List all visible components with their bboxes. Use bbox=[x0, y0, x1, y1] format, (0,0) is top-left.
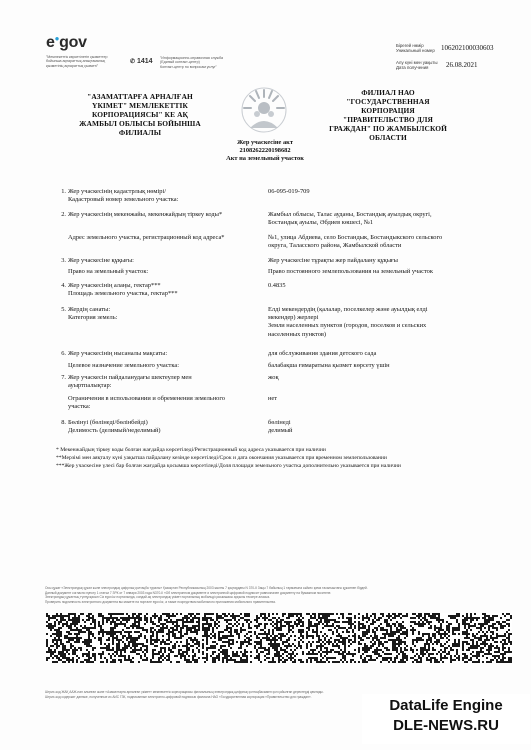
phone-icon: ✆ bbox=[130, 59, 136, 65]
org-name-line: КОРПОРАЦИЯ bbox=[361, 106, 415, 115]
row-value-line: Право постоянного землепользования на земельный участок bbox=[268, 268, 433, 275]
barcode-image bbox=[46, 613, 96, 663]
barcode-image bbox=[254, 613, 304, 663]
row-value-line: для обслуживания здания детского сада bbox=[268, 350, 377, 357]
row-label-line: Жер учаскесіне құқығы: bbox=[68, 257, 134, 264]
row-value-line: бөлінеді bbox=[268, 419, 291, 426]
row-value bbox=[268, 188, 498, 196]
row-value bbox=[268, 374, 498, 382]
row-label-line: Бөлінуі (бөлінеді/бөлінбейді) bbox=[68, 419, 148, 426]
org-name-line: ҮКІМЕТ" МЕМЛЕКЕТТІК bbox=[92, 101, 188, 110]
table-row bbox=[58, 211, 498, 229]
doc-number-label: Бірегей нөмір bbox=[396, 43, 424, 48]
org-name-line: "АЗАМАТТАРҒА АРНАЛҒАН bbox=[87, 92, 193, 101]
footnote: * Мекенжайдың тіркеу коды болған жағдайда көрсетіледі/Регистрационный код адреса указывается при наличии bbox=[56, 447, 326, 453]
header-mid-note-line: Контакт-центр по вопросам услуг" bbox=[160, 64, 217, 69]
table-row bbox=[58, 257, 498, 266]
row-value-line: 0.4835 bbox=[268, 282, 286, 289]
barcode-image bbox=[306, 613, 356, 663]
row-label-line: Жер учаскесін пайдаланудағы шектеулер мен bbox=[68, 374, 192, 381]
title-russian: Акт на земельный участок bbox=[226, 155, 304, 162]
org-name-line: ГРАЖДАН" ПО ЖАМБЫЛСКОЙ bbox=[329, 124, 447, 133]
row-number: 5. bbox=[61, 306, 66, 313]
barcode-note-line: Штрих-код содержит данные, полученные из АИС ГЗК, подписанные электронно-цифровой подписью филиала НАО «Государственная корпорация «Правительство для граждан». bbox=[45, 694, 312, 699]
row-label-line: Кадастровый номер земельного участка: bbox=[68, 196, 179, 204]
row-label bbox=[68, 282, 262, 298]
government-emblem-icon bbox=[238, 84, 290, 136]
row-label-line: Жер учаскесінің мекенжайы, мекенжайдың тіркеу коды* bbox=[68, 211, 223, 218]
table-row bbox=[58, 234, 498, 252]
table-row bbox=[58, 374, 498, 392]
row-label bbox=[68, 211, 262, 219]
row-number: 2. bbox=[61, 211, 66, 218]
table-row bbox=[58, 362, 498, 371]
org-name-line: "ГОСУДАРСТВЕННАЯ bbox=[346, 97, 430, 106]
org-name-line: ОБЛАСТИ bbox=[369, 133, 407, 142]
logo-dot-icon: ● bbox=[54, 34, 60, 43]
row-label bbox=[68, 234, 262, 242]
org-name-line: КОРПОРАЦИЯСЫ" КЕ АҚ bbox=[92, 110, 188, 119]
table-row bbox=[58, 350, 498, 359]
row-value bbox=[268, 282, 498, 290]
watermark-line2: DLE-NEWS.RU bbox=[393, 717, 499, 734]
row-value-line: Елді мекендердің (қалалар, поселкелер және ауылдық елді bbox=[268, 306, 428, 313]
barcode-image bbox=[202, 613, 252, 663]
table-row bbox=[58, 268, 498, 277]
title-kazakh: Жер учаскесіне акт bbox=[237, 139, 293, 146]
logo-e: e bbox=[46, 34, 55, 51]
row-value-line: делимый bbox=[268, 427, 293, 435]
barcode-image bbox=[410, 613, 460, 663]
header-mid-note-line: "Информационно-справочная служба bbox=[160, 56, 223, 60]
row-value bbox=[268, 362, 498, 370]
doc-number: 106202100030603 bbox=[441, 44, 494, 52]
logo-gov: gov bbox=[59, 34, 87, 51]
org-name-line: ФИЛИАЛЫ bbox=[118, 128, 162, 137]
doc-date-label: Дата получения bbox=[396, 65, 429, 71]
doc-number-labels bbox=[396, 43, 435, 54]
row-number: 8. bbox=[61, 419, 66, 426]
header-mid-note bbox=[160, 56, 250, 69]
document-title bbox=[190, 139, 340, 163]
row-value-line: населенных пунктов) bbox=[268, 330, 327, 338]
barcode-image bbox=[462, 613, 512, 663]
doc-date-label: Алу күні мен уақыты bbox=[396, 60, 438, 65]
row-label bbox=[68, 188, 262, 204]
row-number: 4. bbox=[61, 282, 66, 289]
row-label-line: Площадь земельного участка, гектар*** bbox=[68, 290, 178, 298]
row-label-line: Жер учаскесінің кадастрлық нөмірі/ bbox=[68, 188, 166, 195]
row-label-line: Делимость (делимый/неделимый) bbox=[68, 427, 161, 435]
row-number: 7. bbox=[61, 374, 66, 381]
table-row bbox=[58, 419, 498, 437]
legal-note-line: Проверить подлинность электронного документа вы можете на портале egov.kz, а также посредством мобильного приложения мобильного правительства. bbox=[45, 599, 276, 604]
row-label bbox=[68, 268, 262, 276]
row-value-line: нет bbox=[268, 395, 278, 402]
barcode-note-line: Штрих-код ЖАҚ ААЖ-нан алынған және «Азаматтарға арналған үкімет» мемлекеттік корпорациясы филиалының электрондық-цифрлық қолтаңбасымен қол қойылған деректерді қамтиды. bbox=[45, 690, 324, 694]
row-value-line: балабақша ғимаратына қызмет көрсету үшін bbox=[268, 362, 390, 369]
row-label bbox=[68, 374, 262, 390]
row-number: 6. bbox=[61, 350, 66, 357]
phone-number-text: 1414 bbox=[136, 58, 153, 65]
row-number: 3. bbox=[61, 257, 66, 264]
row-value bbox=[268, 306, 498, 339]
watermark-line1: DataLife Engine bbox=[389, 697, 503, 714]
row-number: 1. bbox=[61, 188, 66, 195]
row-label-line: Жер учаскесінің алаңы, гектар*** bbox=[68, 282, 161, 289]
row-label bbox=[68, 419, 262, 435]
row-value-line: 06-095-019-709 bbox=[268, 188, 310, 195]
egov-logo bbox=[46, 34, 87, 52]
row-label bbox=[68, 306, 262, 322]
row-value bbox=[268, 211, 498, 227]
org-name-kazakh bbox=[70, 92, 210, 137]
table-row bbox=[58, 306, 498, 342]
barcode-note bbox=[45, 690, 405, 699]
row-label-line: ауыртпалықтар: bbox=[68, 382, 112, 390]
barcode-image bbox=[358, 613, 408, 663]
row-label bbox=[68, 350, 262, 358]
header-left-note bbox=[46, 55, 126, 68]
row-label-line: Право на земельный участок: bbox=[68, 268, 149, 275]
org-name-line: ФИЛИАЛ НАО bbox=[361, 88, 415, 97]
row-label-line: Целевое назначение земельного участка: bbox=[68, 362, 179, 369]
row-label-line: Ограничения в использовании и обременения земельного bbox=[68, 395, 225, 402]
row-value-line: Бостандық ауылы, Әбдиев көшесі, №1 bbox=[268, 219, 374, 227]
footnote: ***Жер учаскесіне үлесі бар болған жағдайда қосымша көрсетіледі/Доля площади земельного участка дополнительно указывается при наличии bbox=[56, 463, 401, 469]
row-label-line: Адрес земельного участка, регистрационный код адреса* bbox=[68, 234, 225, 241]
row-value-line: №1, улица Абдиева, село Бостандык, Бостандыкского сельского bbox=[268, 234, 443, 241]
watermark bbox=[362, 694, 530, 744]
row-label bbox=[68, 257, 262, 265]
org-name-line: "ПРАВИТЕЛЬСТВО ДЛЯ bbox=[343, 115, 433, 124]
row-value bbox=[268, 350, 498, 358]
table-row bbox=[58, 282, 498, 300]
row-value bbox=[268, 395, 498, 403]
footnote: **Мерзімі мен аяқталу күні уақытша пайдалану кезінде көрсетіледі/Срок и дата окончания указывается при временном землепользовании bbox=[56, 455, 387, 461]
legal-note-line: Электрондық құжаттың түпнұсқасын Сіз egov.kz порталында, сондай-ақ электрондық үкімет порталының мобильді қосымшасы арқылы тексере аласыз. bbox=[45, 595, 271, 600]
doc-number-label: Уникальный номер bbox=[396, 48, 435, 54]
org-name-russian bbox=[318, 88, 458, 142]
header-left-note-line: "Мемлекеттік көрсетілетін қызметтер bbox=[46, 55, 108, 59]
header-mid-note-line: (Единый контакт-центр) bbox=[160, 60, 200, 65]
table-row bbox=[58, 188, 498, 206]
table-row bbox=[58, 395, 498, 413]
row-value bbox=[268, 419, 498, 435]
row-label-line: участка: bbox=[68, 403, 91, 411]
phone-number bbox=[130, 58, 153, 65]
row-value-line: Земли населенных пунктов (городов, поселков и сельских bbox=[268, 322, 427, 330]
header-left-note-line: қызметінің ақпараттық қызметі" bbox=[46, 63, 99, 68]
legal-note bbox=[45, 586, 495, 604]
doc-date: 26.08.2021 bbox=[446, 61, 478, 69]
row-label-line: Категория земель: bbox=[68, 314, 118, 322]
header-left-note-line: бойынша ақпараттық-анықтамалық bbox=[46, 59, 106, 64]
doc-date-labels bbox=[396, 60, 438, 71]
row-value bbox=[268, 234, 498, 250]
row-value bbox=[268, 257, 498, 265]
legal-note-line: Данный документ согласно пункту 1 статьи 7 ЗРК от 7 января 2003 года N370-II «Об электронном документе и электронной цифровой подписи» равнозначен документу на бумажном носителе. bbox=[45, 590, 332, 595]
row-value-line: округа, Таласского района, Жамбылской области bbox=[268, 242, 402, 250]
row-value-line: жоқ bbox=[268, 374, 279, 381]
row-value-line: Жер учаскесіне тұрақты жер пайдалану құқығы bbox=[268, 257, 398, 264]
row-label bbox=[68, 395, 262, 411]
barcode-image bbox=[98, 613, 148, 663]
org-name-line: ЖАМБЫЛ ОБЛЫСЫ БОЙЫНША bbox=[79, 119, 201, 128]
row-label bbox=[68, 362, 262, 370]
row-value-line: мекендер) жерлері bbox=[268, 314, 319, 322]
row-value-line: Жамбыл облысы, Талас ауданы, Бостандық ауылдық округі, bbox=[268, 211, 432, 218]
row-value bbox=[268, 268, 498, 276]
title-number: 2108262220198682 bbox=[239, 147, 291, 154]
row-label-line: Жер учаскесінің нысаналы мақсаты: bbox=[68, 350, 168, 357]
legal-note-line: Осы құжат «Электрондық құжат және электрондық цифрлық қолтаңба туралы» Қазақстан Республикасының 2003 жылғы 7 қаңтардағы N 370-II Заңы 7 бабының 1 тармағына сәйкес қағаз тасығыштағы құжатпен бірдей. bbox=[45, 586, 368, 590]
row-label-line: Жердің санаты: bbox=[68, 306, 111, 313]
barcode-image bbox=[150, 613, 200, 663]
